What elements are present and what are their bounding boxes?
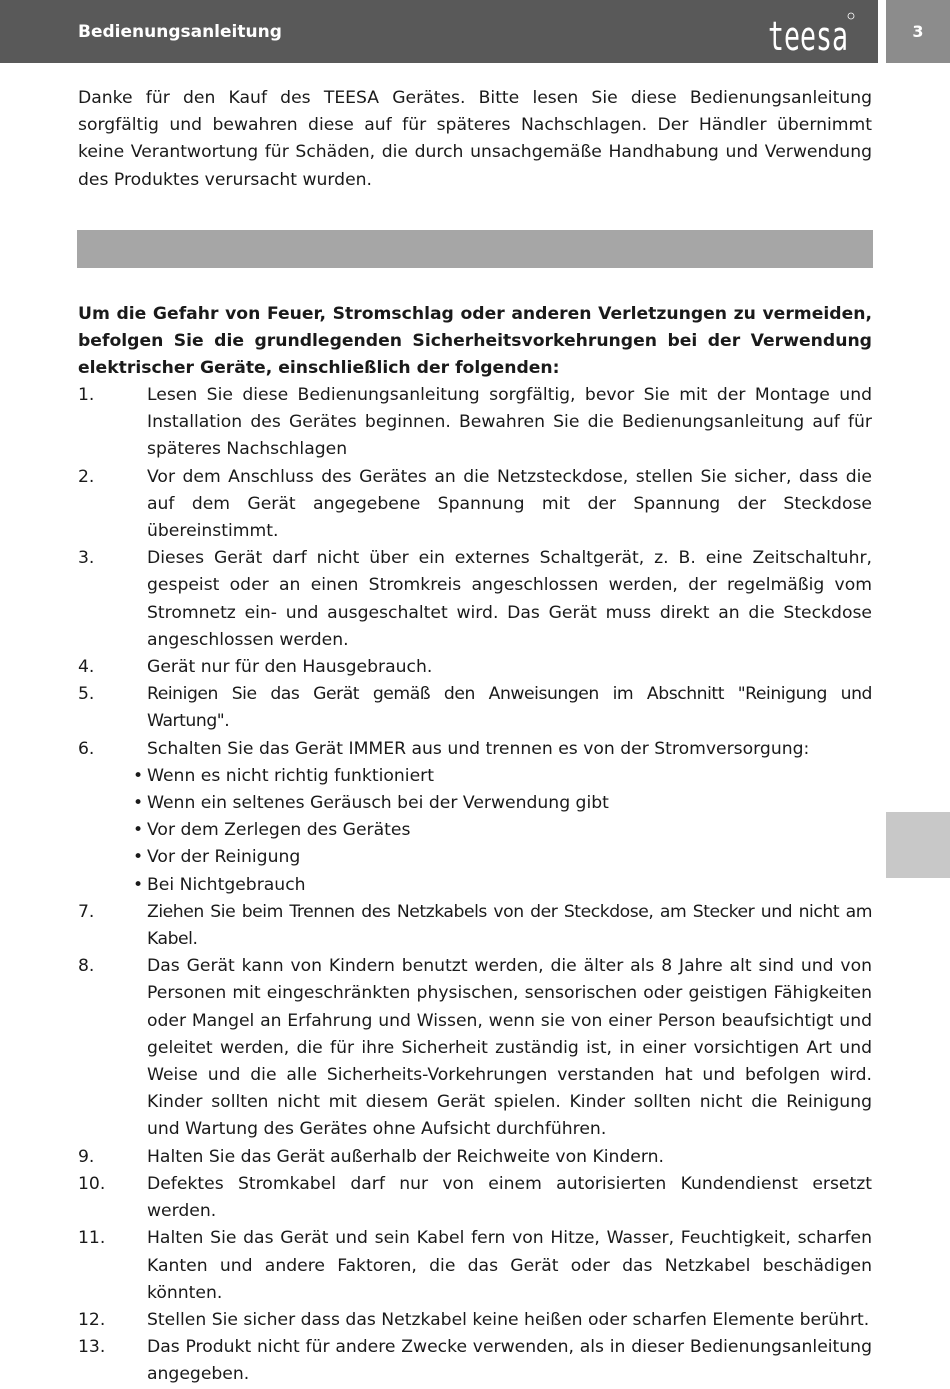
rule-text: Vor dem Anschluss des Gerätes an die Netzsteckdose, stellen Sie sicher, dass die auf dem Gerät angegebene Spannung mit der Spannung der Steckdose übereinstimmt. <box>147 466 872 542</box>
side-tab <box>886 812 950 878</box>
logo-text: teesa <box>768 14 848 60</box>
bullet-item <box>133 817 872 844</box>
bullet-icon: • <box>133 793 144 814</box>
section-heading-bar <box>77 230 873 268</box>
bullet-item <box>133 844 872 871</box>
rule-item <box>78 899 872 953</box>
rule-item <box>78 1307 872 1334</box>
rule-number: 1. <box>78 385 95 405</box>
rule-number: 11. <box>78 1228 106 1249</box>
rule-item <box>78 736 872 899</box>
rule-number: 7. <box>78 901 95 922</box>
header-title: Bedienungsanleitung <box>78 22 282 42</box>
bullet-item <box>133 763 872 790</box>
rule-item <box>78 1334 872 1388</box>
rule-item <box>78 953 872 1143</box>
bullet-icon: • <box>133 820 144 841</box>
rule-number: 8. <box>78 956 95 977</box>
intro-paragraph: Danke für den Kauf des TEESA Gerätes. Bitte lesen Sie diese Bedienungsanleitung sorgfältig und bewahren diese auf für späteres Nachschlagen. Der Händler übernimmt keine Verantwortung für Schäden, die durch unsachgemäße Handhabung und Verwendung des Produktes verursacht wurden. <box>78 88 872 190</box>
rule-item <box>78 1171 872 1225</box>
rule-item <box>78 382 872 464</box>
rule-text: Stellen Sie sicher dass das Netzkabel keine heißen oder scharfen Elemente berührt. <box>147 1309 870 1330</box>
rule-text: Dieses Gerät darf nicht über ein externes Schaltgerät, z. B. eine Zeitschaltuhr, gespeist oder an einen Stromkreis angeschlossen werden, der regelmäßig vom Stromnetz ein- und ausgeschaltet wird. Das Gerät muss direkt an die Steckdose angeschlossen werden. <box>147 548 872 650</box>
rule-text: Reinigen Sie das Gerät gemäß den Anweisungen im Abschnitt "Reinigung und Wartung". <box>147 684 872 732</box>
rule-number: 6. <box>78 738 95 759</box>
teesa-logo <box>766 8 856 60</box>
bullet-text: Vor der Reinigung <box>147 847 301 868</box>
rule-text: Halten Sie das Gerät außerhalb der Reichweite von Kindern. <box>147 1146 664 1167</box>
rule-item <box>78 464 872 546</box>
rule-text: Lesen Sie diese Bedienungsanleitung sorgfältig, bevor Sie mit der Montage und Installation des Gerätes beginnen. Bewahren Sie die Bedienungsanleitung auf für späteres Nachschlagen <box>147 385 872 460</box>
rule-6-bullet-list <box>133 763 872 899</box>
bullet-text: Wenn es nicht richtig funktioniert <box>147 765 434 786</box>
bullet-icon: • <box>133 874 144 895</box>
bullet-text: Bei Nichtgebrauch <box>147 874 306 895</box>
bullet-text: Vor dem Zerlegen des Gerätes <box>147 820 411 841</box>
rule-number: 10. <box>78 1173 106 1194</box>
rule-text: Ziehen Sie beim Trennen des Netzkabels von der Steckdose, am Stecker und nicht am Kabel. <box>147 901 872 950</box>
rule-item <box>78 1144 872 1171</box>
rule-number: 3. <box>78 548 95 569</box>
bullet-text: Wenn ein seltenes Geräusch bei der Verwendung gibt <box>147 793 609 814</box>
rule-number: 12. <box>78 1309 106 1330</box>
rule-item <box>78 654 872 681</box>
rule-number: 13. <box>78 1337 106 1358</box>
rule-number: 9. <box>78 1146 95 1167</box>
rule-text: Das Gerät kann von Kindern benutzt werden, die älter als 8 Jahre alt sind und von Personen mit eingeschränkten physischen, sensorischen oder geistigen Fähigkeiten oder Mangel an Erfahrung und Wissen, wenn sie von einer Person beaufsichtigt und geleitet werden, die für ihre Sicherheit zuständig ist, in einer vorsichtigen Art und Weise und die alle Sicherheits-Vorkehrungen verstanden hat und befolgen wird. Kinder sollten nicht mit diesem Gerät spielen. Kinder sollten nicht die Reinigung und Wartung des Gerätes ohne Aufsicht durchführen. <box>147 956 872 1140</box>
rule-text: Defektes Stromkabel darf nur von einem autorisierten Kundendienst ersetzt werden. <box>147 1173 872 1222</box>
page-number-tab <box>886 0 950 63</box>
safety-rules-list <box>78 382 872 1389</box>
rule-item <box>78 681 872 735</box>
rule-number: 4. <box>78 657 95 678</box>
rule-number: 5. <box>78 684 95 705</box>
registered-mark-icon <box>848 13 854 19</box>
bullet-item <box>133 790 872 817</box>
page-number: 3 <box>912 22 924 41</box>
bullet-icon: • <box>133 847 144 868</box>
safety-warning: Um die Gefahr von Feuer, Stromschlag oder anderen Verletzungen zu vermeiden, befolgen Sie die grundlegenden Sicherheitsvorkehrungen bei der Verwendung elektrischer Geräte, einschließlich der folgenden: <box>78 304 872 379</box>
rule-text: Halten Sie das Gerät und sein Kabel fern von Hitze, Wasser, Feuchtigkeit, scharfen Kanten und andere Faktoren, die das Gerät oder das Netzkabel beschädigen könnten. <box>147 1228 872 1303</box>
rule-item <box>78 545 872 654</box>
rule-item <box>78 1225 872 1307</box>
rule-number: 2. <box>78 466 95 487</box>
rule-text: Das Produkt nicht für andere Zwecke verwenden, als in dieser Bedienungsanleitung angegeben. <box>147 1337 872 1385</box>
rule-text: Gerät nur für den Hausgebrauch. <box>147 657 433 678</box>
header-bar <box>0 0 878 63</box>
bullet-item <box>133 872 872 899</box>
bullet-icon: • <box>133 765 144 786</box>
rule-text: Schalten Sie das Gerät IMMER aus und trennen es von der Stromversorgung: <box>147 738 810 759</box>
